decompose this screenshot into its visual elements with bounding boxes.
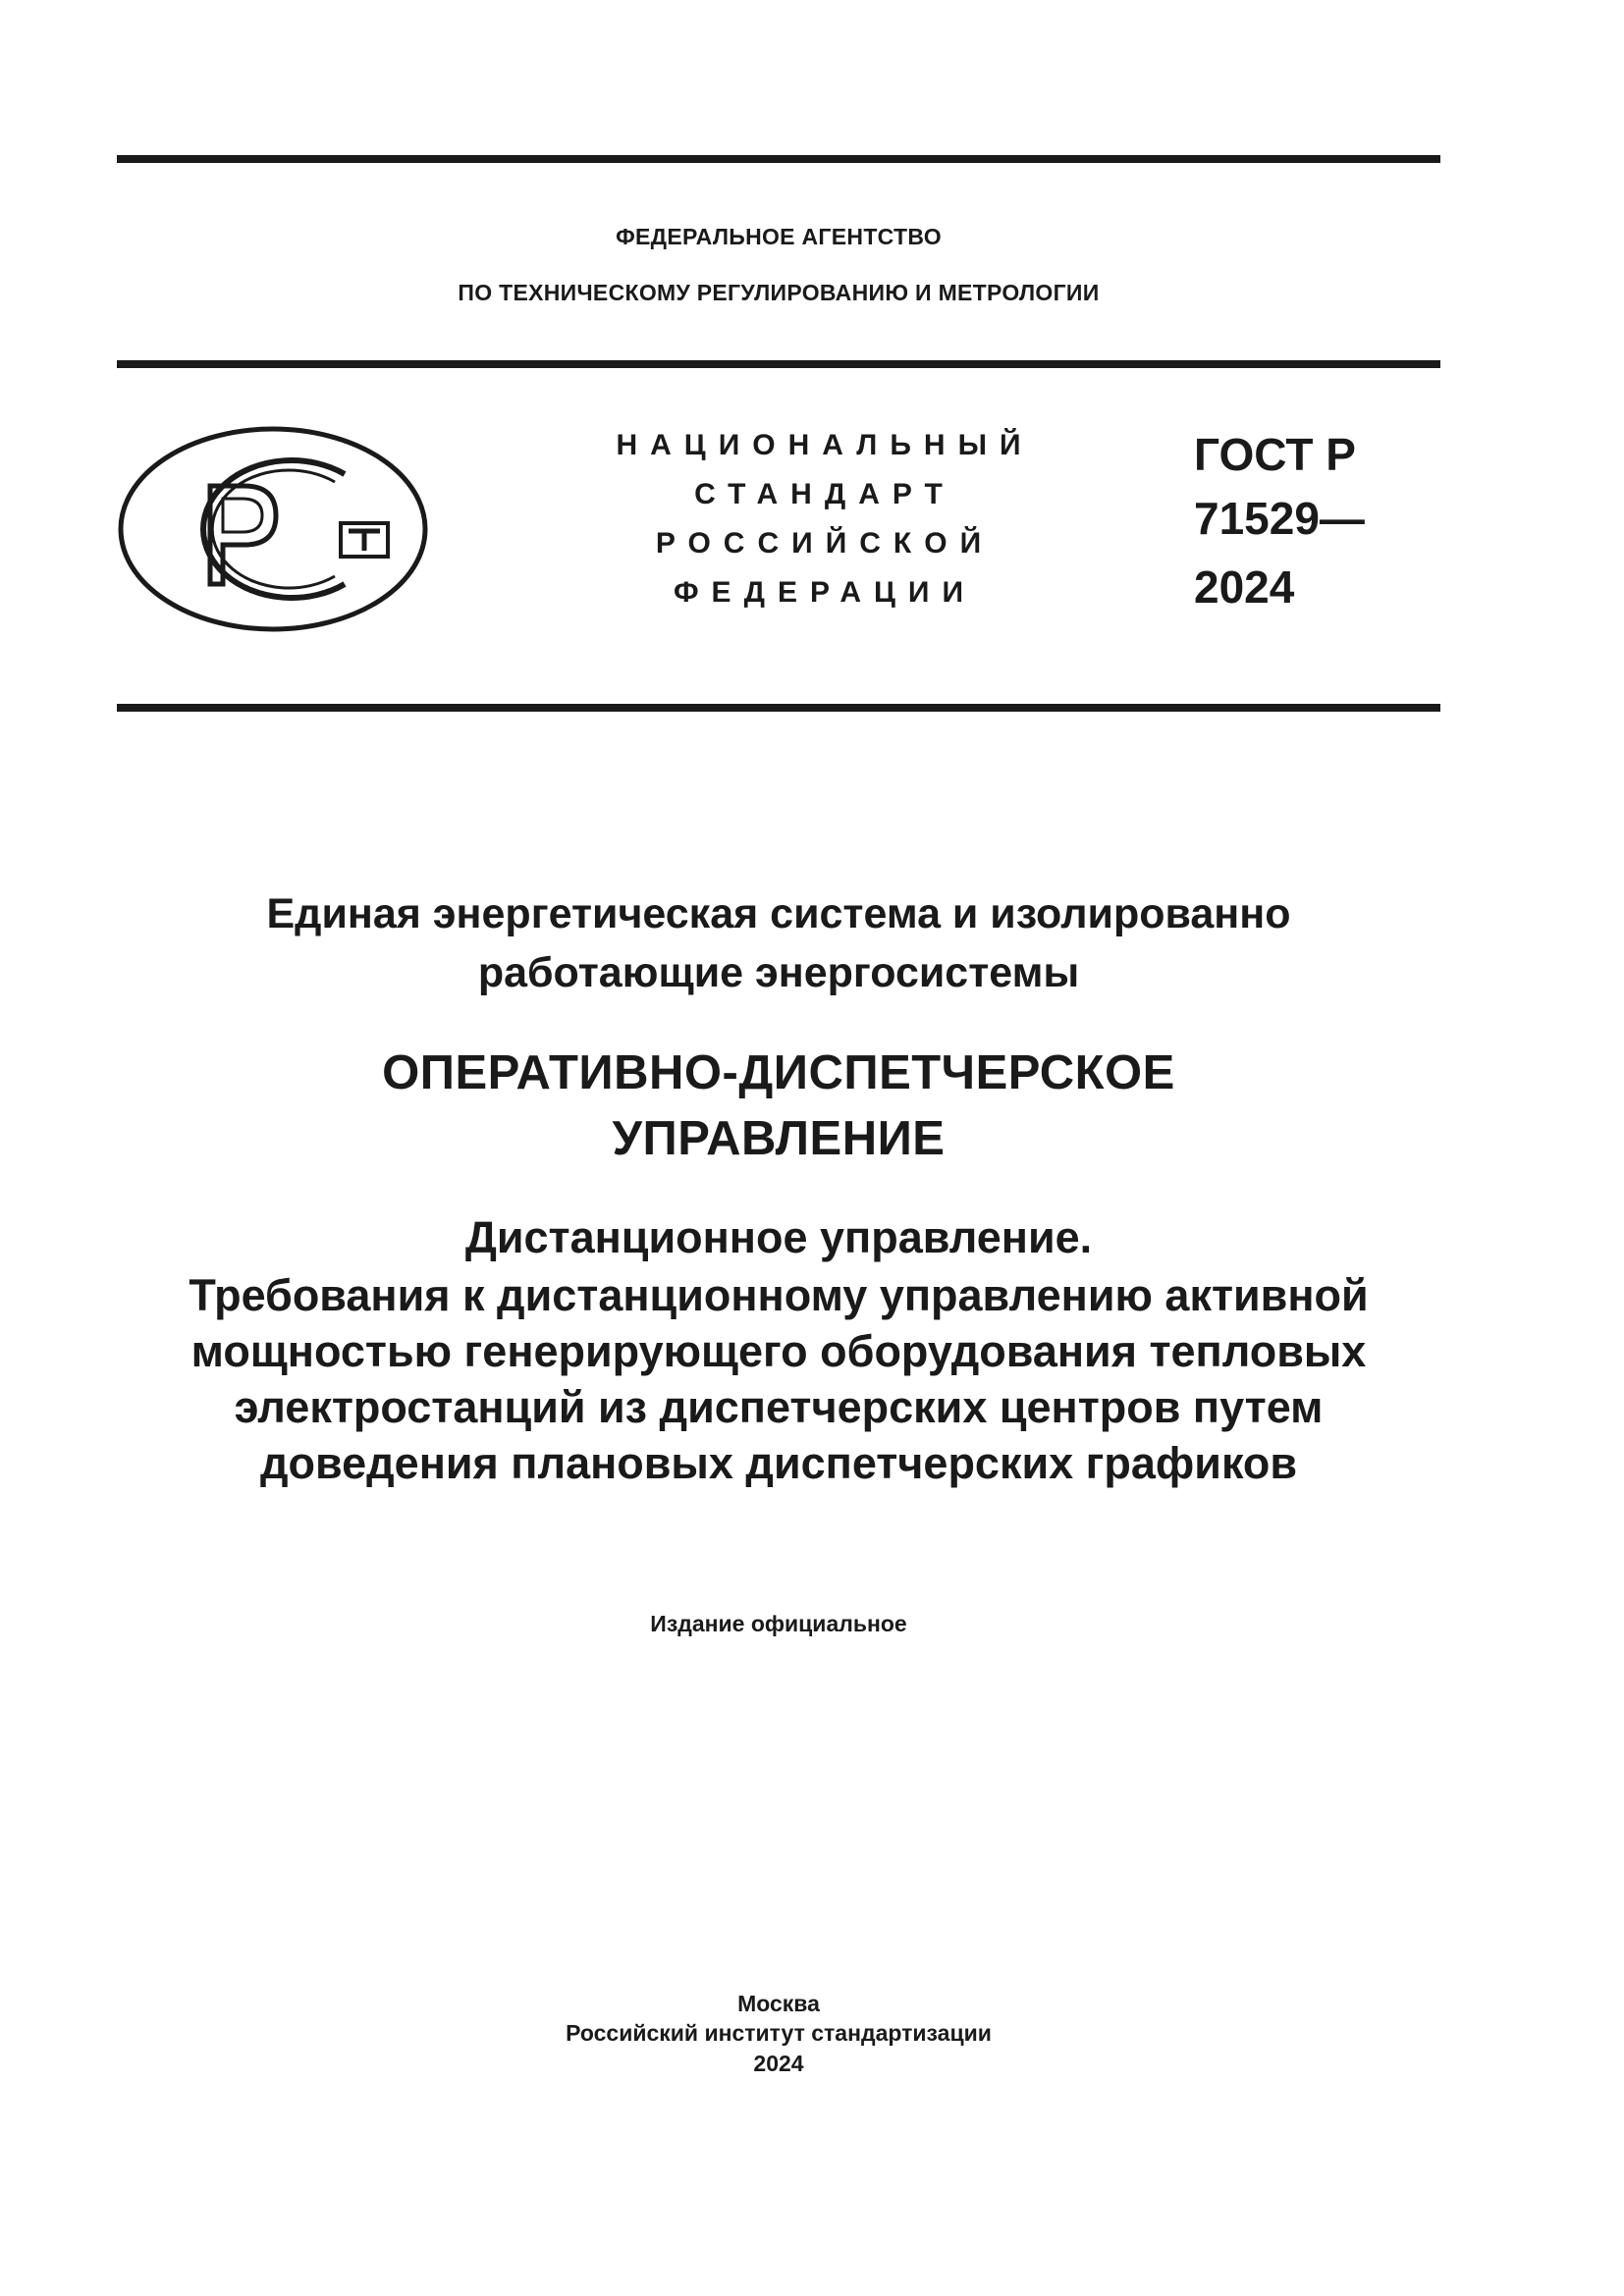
subtitle-line-1: Дистанционное управление. (464, 1212, 1093, 1262)
footer-year: 2024 (753, 2051, 804, 2076)
gost-code-line-3: 2024 (1194, 561, 1295, 613)
standard-line-1: НАЦИОНАЛЬНЫЙ (616, 429, 1034, 461)
subtitle-line-4: электростанций из диспетчерских центров путем (234, 1382, 1324, 1432)
title-line-2: работающие энергосистемы (477, 949, 1080, 996)
agency-line-2: ПО ТЕХНИЧЕСКОМУ РЕГУЛИРОВАНИЮ И МЕТРОЛОГИИ (458, 280, 1100, 305)
subtitle-line-5: доведения плановых диспетчерских графиков (259, 1438, 1298, 1488)
standard-line-4: ФЕДЕРАЦИИ (673, 576, 977, 609)
top-rule (117, 155, 1440, 163)
standard-line-3: РОССИЙСКОЙ (655, 527, 995, 560)
gost-code-line-2: 71529— (1194, 493, 1365, 544)
footer-city: Москва (737, 1991, 820, 2016)
main-title-line-1: ОПЕРАТИВНО-ДИСПЕТЧЕРСКОЕ (382, 1046, 1175, 1099)
agency-line-1: ФЕДЕРАЛЬНОЕ АГЕНТСТВО (616, 224, 942, 249)
subtitle-line-3: мощностью генерирующего оборудования тепловых (190, 1326, 1367, 1376)
gost-code-line-1: ГОСТ Р (1194, 429, 1356, 480)
standard-rule (117, 704, 1440, 712)
main-title-line-2: УПРАВЛЕНИЕ (612, 1112, 946, 1165)
header-rule (117, 360, 1440, 368)
standard-line-2: СТАНДАРТ (694, 478, 955, 510)
subtitle-line-2: Требования к дистанционному управлению активной (189, 1270, 1369, 1320)
title-line-1: Единая энергетическая система и изолированно (266, 890, 1291, 937)
rst-certification-mark-icon (117, 425, 429, 633)
edition-label: Издание официальное (650, 1611, 907, 1636)
footer-publisher: Российский институт стандартизации (566, 2020, 992, 2046)
